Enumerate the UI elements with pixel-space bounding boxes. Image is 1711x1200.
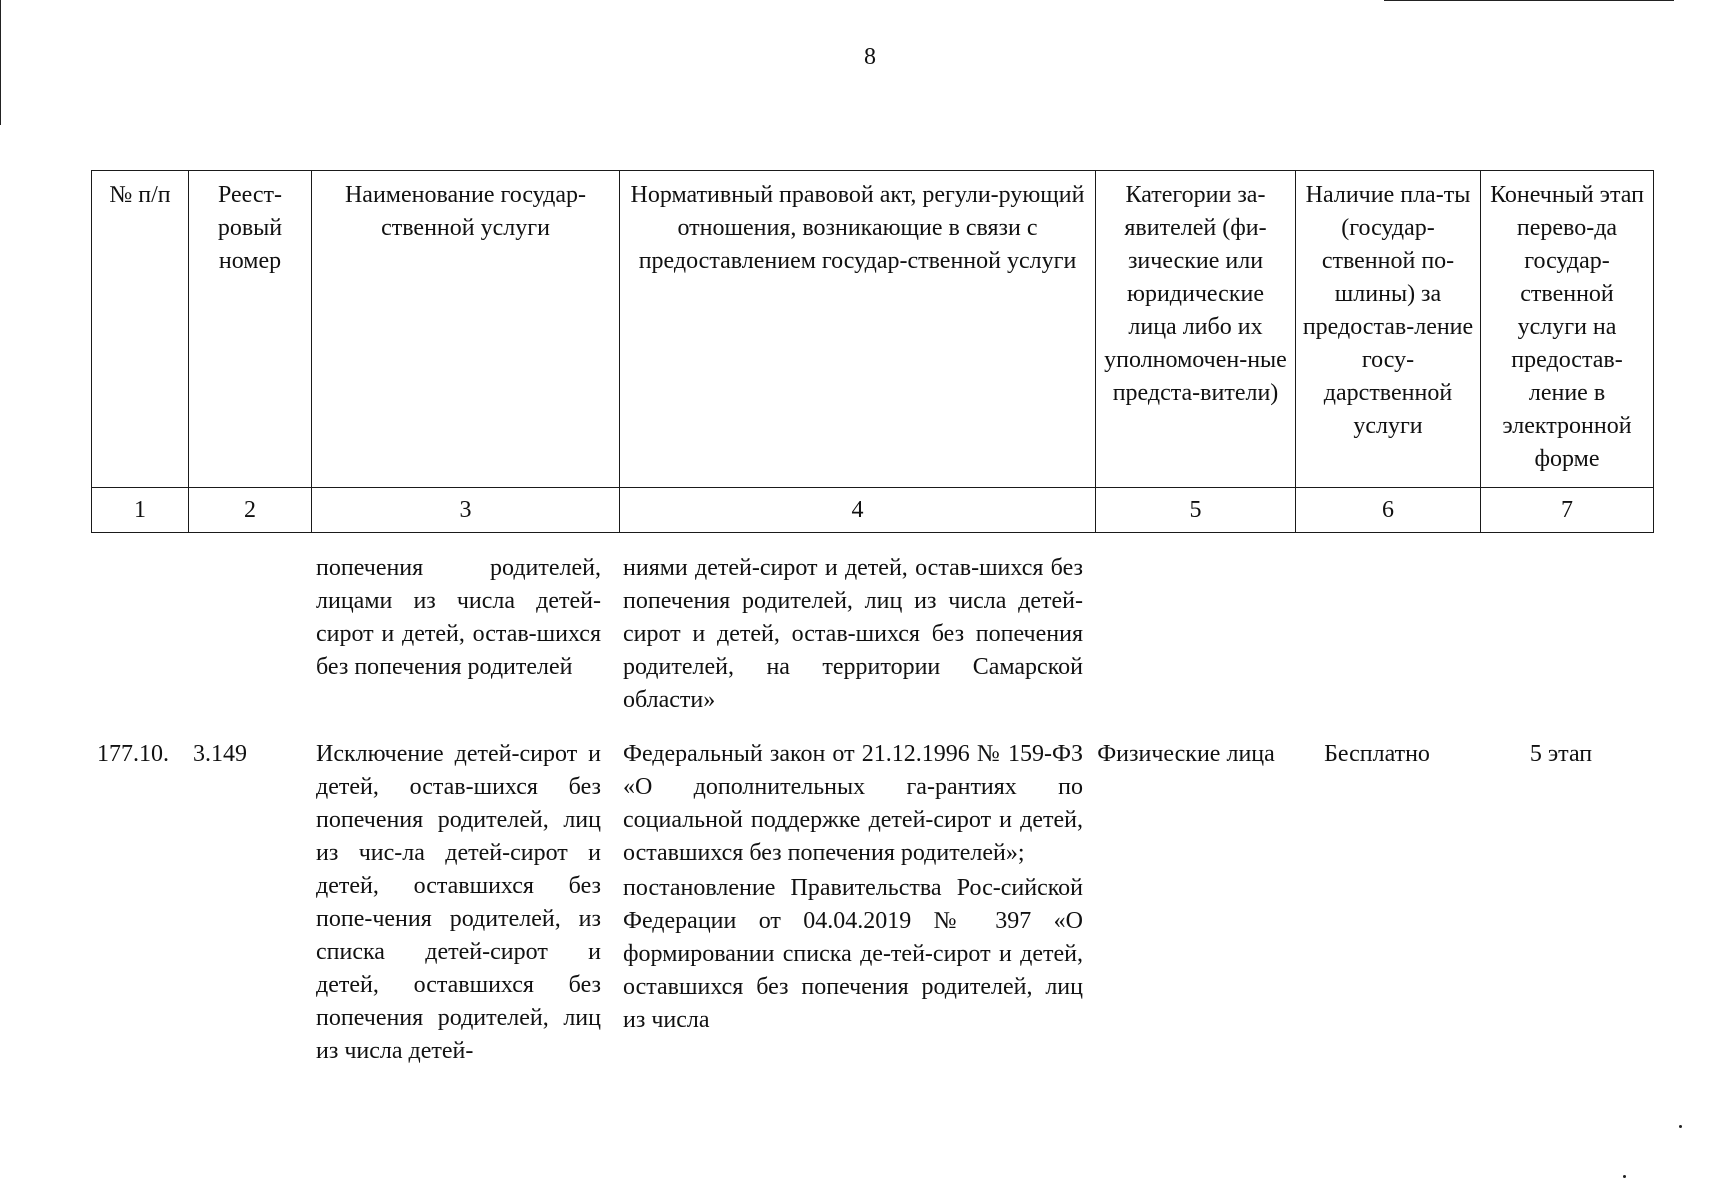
column-number: 4: [620, 488, 1096, 533]
column-number: 2: [189, 488, 312, 533]
continued-legal-act: ниями детей-сирот и детей, остав-шихся без попечения родителей, лиц из числа детей-сирот и детей, остав-шихся без попечения родителей, на территории Самарской области»: [623, 555, 1083, 713]
column-number: 6: [1296, 488, 1481, 533]
row-registry-number: 3.149: [193, 741, 247, 767]
services-table-header: [91, 170, 1654, 533]
column-number: 5: [1096, 488, 1296, 533]
header-col-applicant-category: Категории за-явителей (фи-зические или юридические лица либо их уполномочен-ные предста-вители): [1096, 171, 1296, 488]
scan-speck: [1679, 1125, 1682, 1128]
legal-act-federal-law: Федеральный закон от 21.12.1996 № 159-ФЗ «О дополнительных га-рантиях по социальной поддержке детей-сирот и детей, оставшихся без попечения родителей»;: [623, 741, 1083, 866]
header-row: [92, 171, 1654, 488]
column-number: 7: [1481, 488, 1654, 533]
column-number-row: [92, 488, 1654, 533]
column-number: 3: [312, 488, 620, 533]
scan-speck: [1623, 1175, 1626, 1178]
header-col-number: № п/п: [92, 171, 189, 488]
page-number: 8: [864, 44, 876, 70]
header-col-fee: Наличие пла-ты (государ-ственной по-шлины) за предостав-ление госу-дарственной услуги: [1296, 171, 1481, 488]
header-col-final-stage: Конечный этап перево-да государ-ственной услуги на предостав-ление в электронной форме: [1481, 171, 1654, 488]
header-col-service-name: Наименование государ-ственной услуги: [312, 171, 620, 488]
header-col-legal-act: Нормативный правовой акт, регули-рующий отношения, возникающие в связи с предоставлением государ-ственной услуги: [620, 171, 1096, 488]
row-fee: Бесплатно: [1324, 741, 1430, 767]
legal-act-government-resolution: постановление Правительства Рос-сийской Федерации от 04.04.2019 № 397 «О формировании списка де-тей-сирот и детей, оставшихся без попечения родителей, лиц из числа: [623, 875, 1083, 1033]
row-service-name: Исключение детей-сирот и детей, остав-шихся без попечения родителей, лиц из чис-ла детей-сирот и детей, оставшихся без попе-чения родителей, из списка детей-сирот и детей, оставшихся без попечения родителей, лиц из числа детей-: [316, 741, 601, 1064]
column-number: 1: [92, 488, 189, 533]
scan-edge-top: [1384, 0, 1674, 1]
row-applicant-category: Физические лица: [1097, 741, 1275, 767]
header-col-registry-number: Реест-ровый номер: [189, 171, 312, 488]
row-legal-acts: [623, 738, 1083, 1039]
row-number: 177.10.: [97, 741, 169, 767]
row-final-stage: 5 этап: [1529, 741, 1593, 767]
continued-service-name: попечения родителей, лицами из числа детей-сирот и детей, остав-шихся без попечения родителей: [316, 555, 601, 680]
